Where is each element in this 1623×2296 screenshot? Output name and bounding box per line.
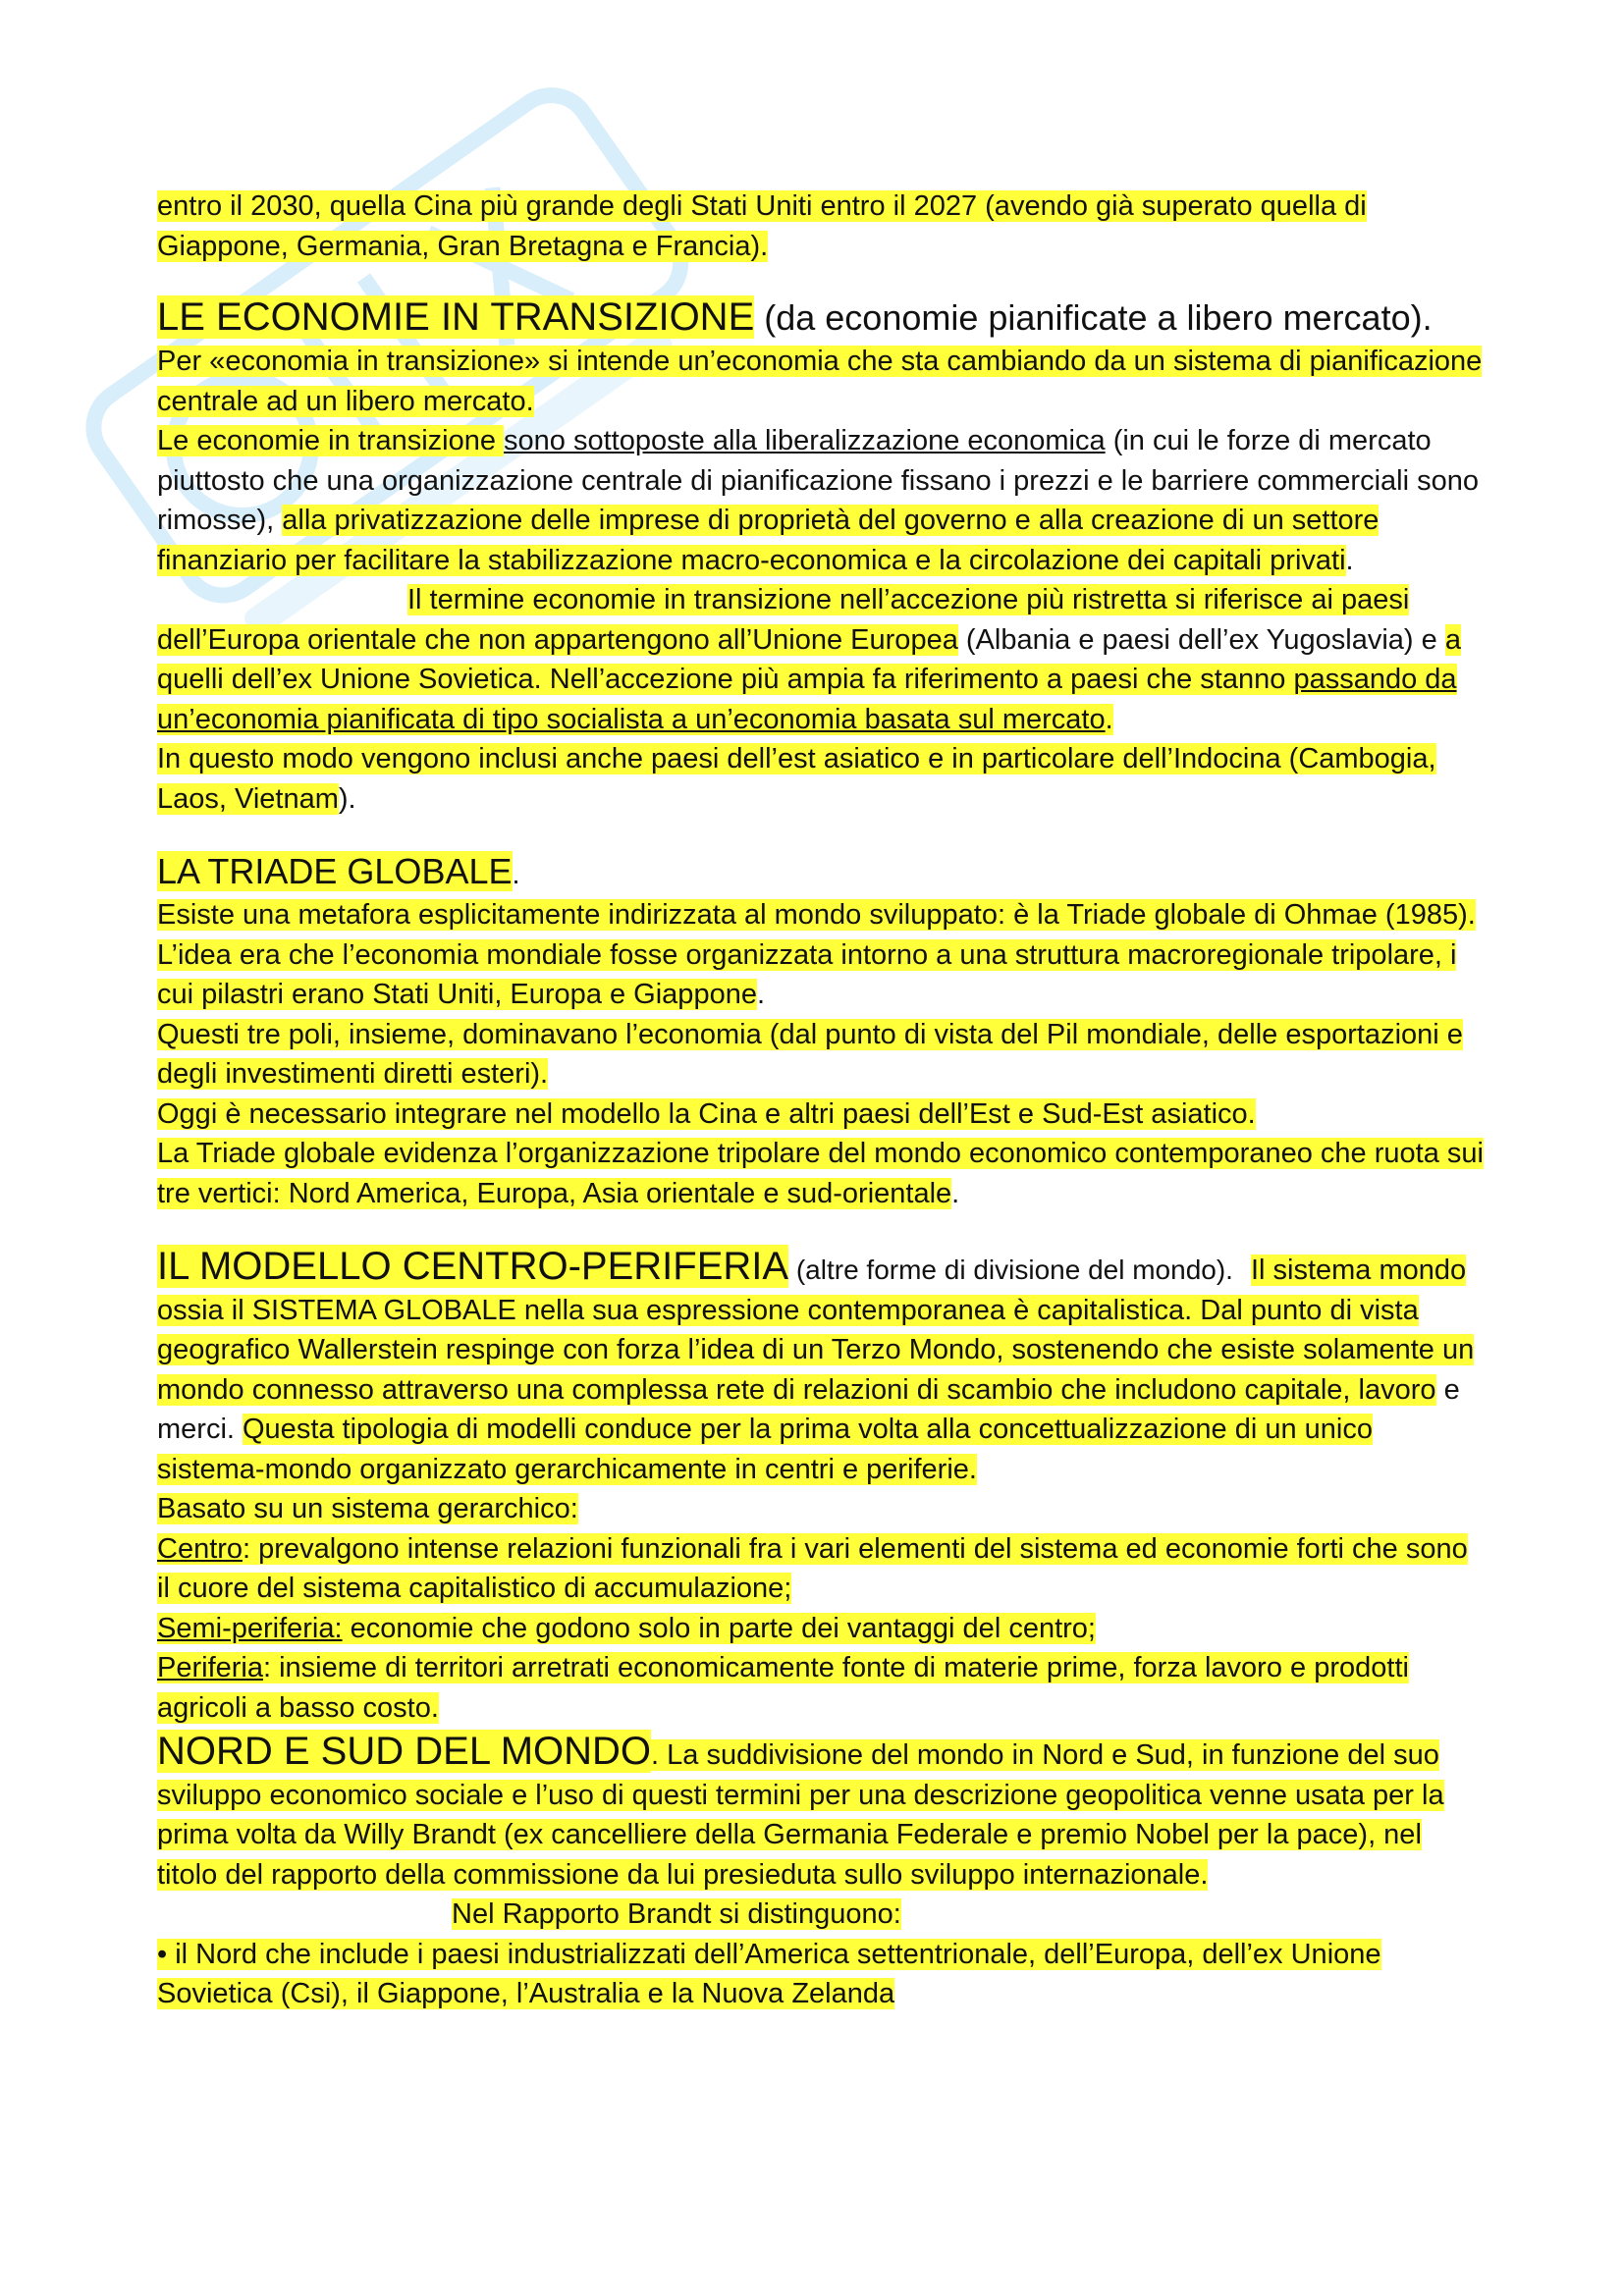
highlight-tipologia-modelli: Questa tipologia di modelli conduce per la prima volta alla concettualizzazione di un unico sistema-mondo organizzato gerarchicamente in centri e periferie. [157, 1414, 1374, 1485]
section-subheading-transizione: (da economie pianificate a libero mercato). [754, 297, 1433, 338]
highlight-rapporto-brandt: Nel Rapporto Brandt si distinguono: [452, 1898, 901, 1930]
highlight-sistema-gerarchico: Basato su un sistema gerarchico: [157, 1493, 578, 1524]
highlight-suddivisione: . La suddivisione del mondo in Nord e Sud, in funzione del suo sviluppo economico sociale e l’uso di questi termini per una descrizione geopolitica venne usata per la [157, 1739, 1444, 1811]
intro-line-1: entro il 2030, quella Cina più grande degli Stati Uniti entro il 2027 (avendo già superato quella di [157, 190, 1367, 222]
paragraph-definizione: Per «economia in transizione» si intende un’economia che sta cambiando da un sistema di pianificazione centrale ad un libero mercato. [157, 346, 1483, 417]
text-periferia: : insieme di territori arretrati economicamente fonte di materie prime, forza lavoro e prodotti agricoli a basso costo. [157, 1652, 1409, 1724]
section-nord-sud [157, 1728, 1488, 2014]
text-fragment: ). [338, 782, 356, 815]
section-heading-triade: LA TRIADE GLOBALE [157, 851, 513, 891]
section-heading-centro-periferia: IL MODELLO CENTRO-PERIFERIA [157, 1245, 789, 1288]
highlight-accezione-ristretta: Il termine economie in transizione nell’accezione più ristretta si riferisce ai paesi dell’Europa orientale che non appartengono all’Unione Europea [157, 584, 1410, 656]
highlight-ohmae: Esiste una metafora esplicitamente indirizzata al mondo sviluppato: è la Triade globale di Ohmae (1985). [157, 899, 1476, 931]
label-semi-periferia: Semi-periferia: [157, 1612, 343, 1644]
section-heading-nord-sud: NORD E SUD DEL MONDO [157, 1730, 652, 1773]
section-transizione [157, 294, 1488, 819]
text-fragment: . [756, 979, 766, 1010]
text-fragment: (in cui le forze di mercato piuttosto che una organizzazione centrale di pianificazione fissano i prezzi e le barriere commerciali sono rimosse), [157, 425, 1479, 536]
section-centro-periferia [157, 1243, 1488, 1728]
section-triade [157, 848, 1488, 1213]
text-fragment: . [1345, 544, 1354, 576]
highlight-privatizzazione: alla privatizzazione delle imprese di proprietà del governo e alla creazione di un settore finanziario per facilitare la stabilizzazione macro-economica e la circolazione dei capitali privati [157, 505, 1380, 576]
highlight-sistema-mondo: Il sistema mondo ossia il SISTEMA GLOBALE nella sua espressione contemporanea è capitalistica. Dal punto di vista geografico Wallerstein respinge con forza l’idea di un Terzo Mondo, sostenendo che esiste solamente un mondo connesso attraverso una complessa rete di relazioni di scambio che includono capitale, lavoro [157, 1255, 1475, 1406]
text-centro: : prevalgono intense relazioni funzionali fra i vari elementi del sistema ed economie forti che sono il cuore del sistema capitalistico di accumulazione; [157, 1532, 1468, 1604]
underlined-economia-mercato: passando da un’economia pianificata di tipo socialista a un’economia basata sul mercato [157, 664, 1457, 735]
text-fragment: . [1105, 703, 1113, 735]
highlight-tre-poli: Questi tre poli, insieme, dominavano l’economia (dal punto di vista del Pil mondiale, delle esportazioni e degli investimenti diretti esteri). [157, 1018, 1463, 1090]
section-subheading-centro-periferia: (altre forme di divisione del mondo). [788, 1255, 1233, 1285]
document-body [157, 187, 1488, 2014]
highlight-cina: Oggi è necessario integrare nel modello la Cina e altri paesi dell’Est e Sud-Est asiatico. [157, 1097, 1256, 1130]
text-fragment: Le economie in transizione [157, 425, 505, 456]
section-heading-transizione: LE ECONOMIE IN TRANSIZIONE [157, 295, 755, 339]
intro-line-2: Giappone, Germania, Gran Bretagna e Francia). [157, 230, 769, 262]
text-fragment: (Albania e paesi dell’ex Yugoslavia) e [957, 623, 1445, 656]
highlight-indocina: In questo modo vengono inclusi anche paesi dell’est asiatico e in particolare dell’Indocina (Cambogia, Laos, Vietnam [157, 743, 1436, 815]
highlight-vertici: La Triade globale evidenza l’organizzazione tripolare del mondo economico contemporaneo che ruota sui tre vertici: Nord America, Europa, Asia orientale e sud-orientale [157, 1138, 1484, 1209]
bullet-nord: • il Nord che include i paesi industrializzati dell’America settentrionale, dell’Europa, dell’ex Unione Sovietica (Csi), il Giappone, l’Australia e la Nuova Zelanda [157, 1938, 1381, 2009]
text-fragment: . [512, 859, 520, 890]
highlight-brandt: prima volta da Willy Brandt (ex cancelliere della Germania Federale e premio Nobel per la pace), nel titolo del rapporto della commissione da lui presieduta sullo sviluppo internazionale. [157, 1819, 1422, 1891]
text-semi-periferia: economie che godono solo in parte dei vantaggi del centro; [342, 1612, 1096, 1644]
highlight-ex-unione-sovietica: a quelli dell’ex Unione Sovietica. Nell’accezione più ampia fa riferimento a paesi che stanno [157, 623, 1461, 695]
label-periferia: Periferia [157, 1652, 263, 1683]
label-centro: Centro [157, 1532, 243, 1565]
underlined-liberalizzazione: sono sottoposte alla liberalizzazione economica [504, 425, 1106, 456]
intro-paragraph [157, 187, 1488, 266]
text-fragment: . [951, 1177, 960, 1209]
text-fragment: e merci. [157, 1373, 1460, 1445]
highlight-idea-tripolare: L’idea era che l’economia mondiale fosse organizzata intorno a una struttura macroregionale tripolare, i cui pilastri erano Stati Uniti, Europa e Giappone [157, 938, 1457, 1010]
